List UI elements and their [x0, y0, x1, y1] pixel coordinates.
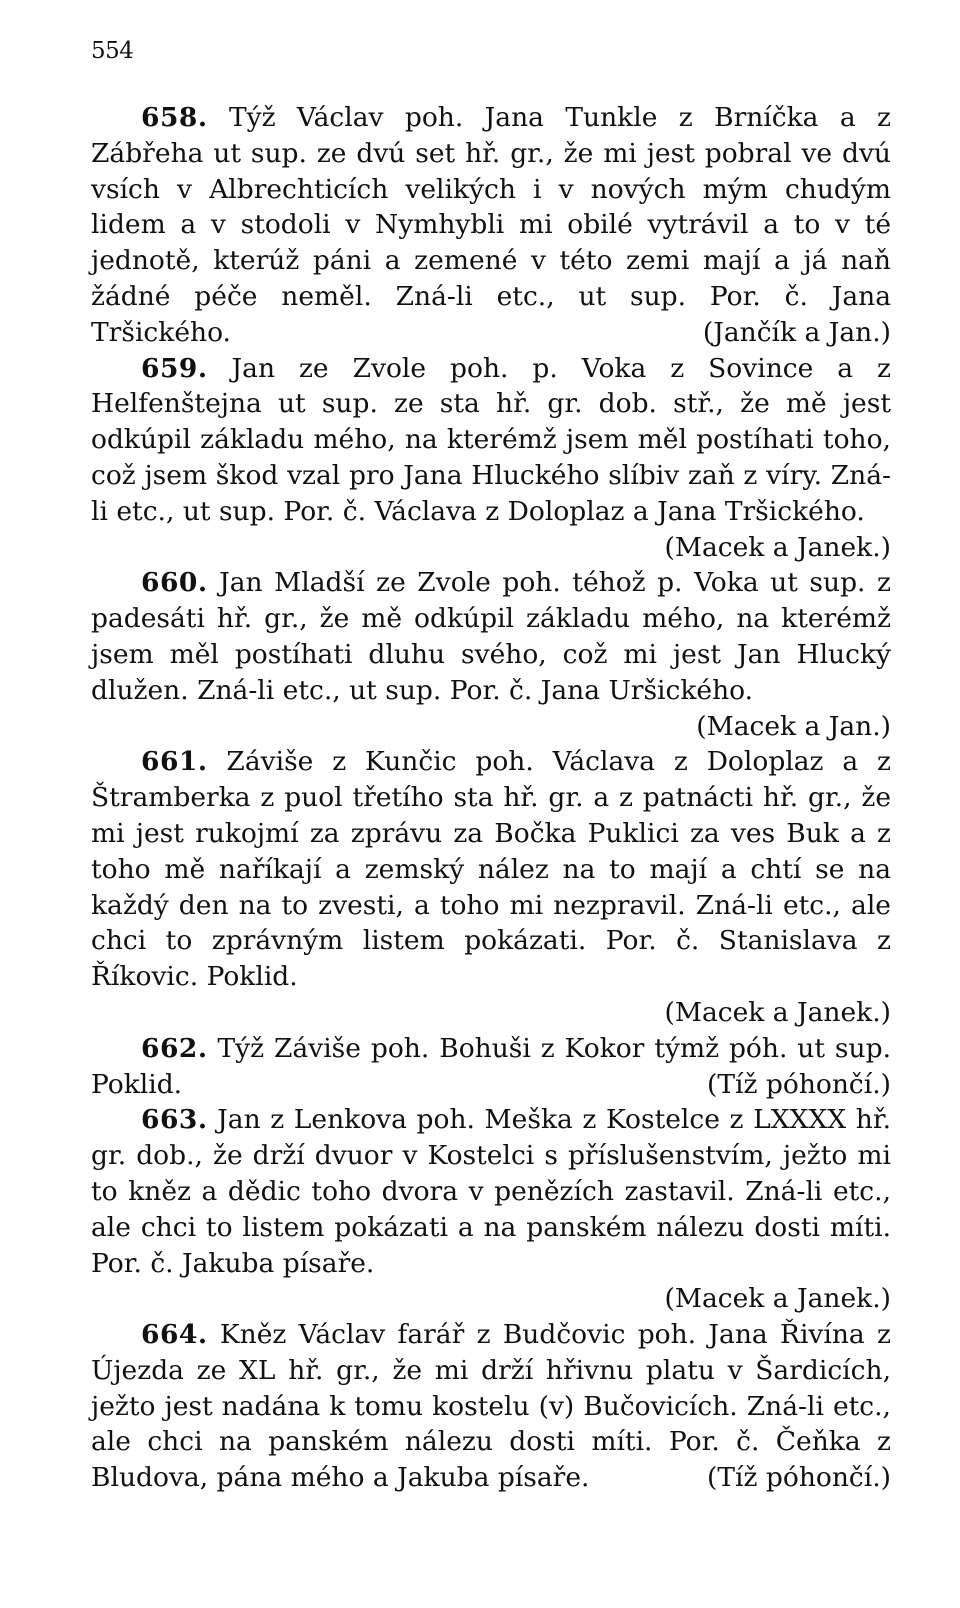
entry-number: 658.: [141, 102, 208, 133]
entry-number: 660.: [141, 567, 208, 599]
entry-closer: (Macek a Janek.): [664, 531, 891, 563]
entry-658: [91, 100, 891, 351]
entry-text: Jan ze Zvole poh. p. Voka z Sovince a z Helfenštejna ut sup. ze sta hř. gr. dob. stř., že mě jest odkúpil základu mého, na kterémž jsem měl postíhati toho, což jsem škod vzal pro Jana Hluckého slíbiv zaň z víry. Zná-li etc., ut sup. Por. č. Václava z Doloplaz a Jana Tršického.: [91, 352, 891, 527]
entry-closer: (Tíž póhončí.): [707, 1462, 891, 1494]
entry-text: Kněz Václav farář z Budčovic poh. Jana Řivína z Újezda ze XL hř. gr., že mi drží hřivnu platu v Šardicích, ježto jest nadána k tomu kostelu (v) Bučovicích. Zná-li etc., ale chci na panském nálezu dosti míti. Por. č. Čeňka z Bludova, pána mého a Jakuba písaře.: [91, 1319, 891, 1494]
entry-662: [91, 1031, 891, 1103]
entry-text: Týž Václav poh. Jana Tunkle z Brníčka a z Zábřeha ut sup. ze dvú set hř. gr., že mi jest pobral ve dvú vsích v Albrechticích velikých i v nových mým chudým lidem a v stodoli v Nymhybli mi obilé vytrávil a to v té jednotě, kterúž páni a zemené v této zemi mají a já naň žádné péče neměl. Zná-li etc., ut sup. Por. č. Jana Tršického.: [91, 102, 891, 348]
entry-closer: (Jančík a Jan.): [702, 316, 891, 348]
entry-number: 664.: [141, 1319, 208, 1351]
entry-663: [91, 1102, 891, 1317]
entry-text: Záviše z Kunčic poh. Václava z Doloplaz a z Štramberka z puol třetího sta hř. gr. a z patnácti hř. gr., že mi jest rukojmí za zprávu za Bočka Puklici za ves Buk a z toho mě naříkají a zemský nález na to mají a chtí se na každý den na to zvesti, a toho mi nezpravil. Zná-li etc., ale chci to zprávným listem pokázati. Por. č. Stanislava z Říkovic. Poklid.: [91, 746, 891, 993]
entry-660: [91, 565, 891, 742]
entry-661: [91, 744, 891, 1030]
entry-number: 663.: [141, 1104, 208, 1136]
entry-closer: (Macek a Jan.): [696, 710, 891, 742]
entry-closer: (Tíž póhončí.): [707, 1068, 891, 1100]
page-body: [91, 100, 891, 1496]
entry-number: 659.: [141, 352, 208, 384]
entry-number: 662.: [141, 1032, 208, 1064]
entry-closer: (Macek a Janek.): [664, 1283, 891, 1315]
entry-664: [91, 1317, 891, 1496]
page-number: 554: [91, 38, 134, 64]
entry-text: Jan z Lenkova poh. Meška z Kostelce z LXXXX hř. gr. dob., že drží dvuor v Kostelci s příslušenstvím, ježto mi to kněz a dědic toho dvora v penězích zastavil. Zná-li etc., ale chci to listem pokázati a na panském nálezu dosti míti. Por. č. Jakuba písaře.: [91, 1104, 891, 1279]
entry-text: Jan Mladší ze Zvole poh. téhož p. Voka ut sup. z padesáti hř. gr., že mě odkúpil základu mého, na kterémž jsem měl postíhati dluhu svého, což mi jest Jan Hlucký dlužen. Zná-li etc., ut sup. Por. č. Jana Uršického.: [91, 567, 891, 706]
entry-closer: (Macek a Janek.): [664, 996, 891, 1028]
entry-number: 661.: [141, 746, 208, 778]
entry-text: Týž Záviše poh. Bohuši z Kokor týmž póh. ut sup. Poklid.: [91, 1032, 891, 1100]
entry-659: [91, 351, 891, 563]
